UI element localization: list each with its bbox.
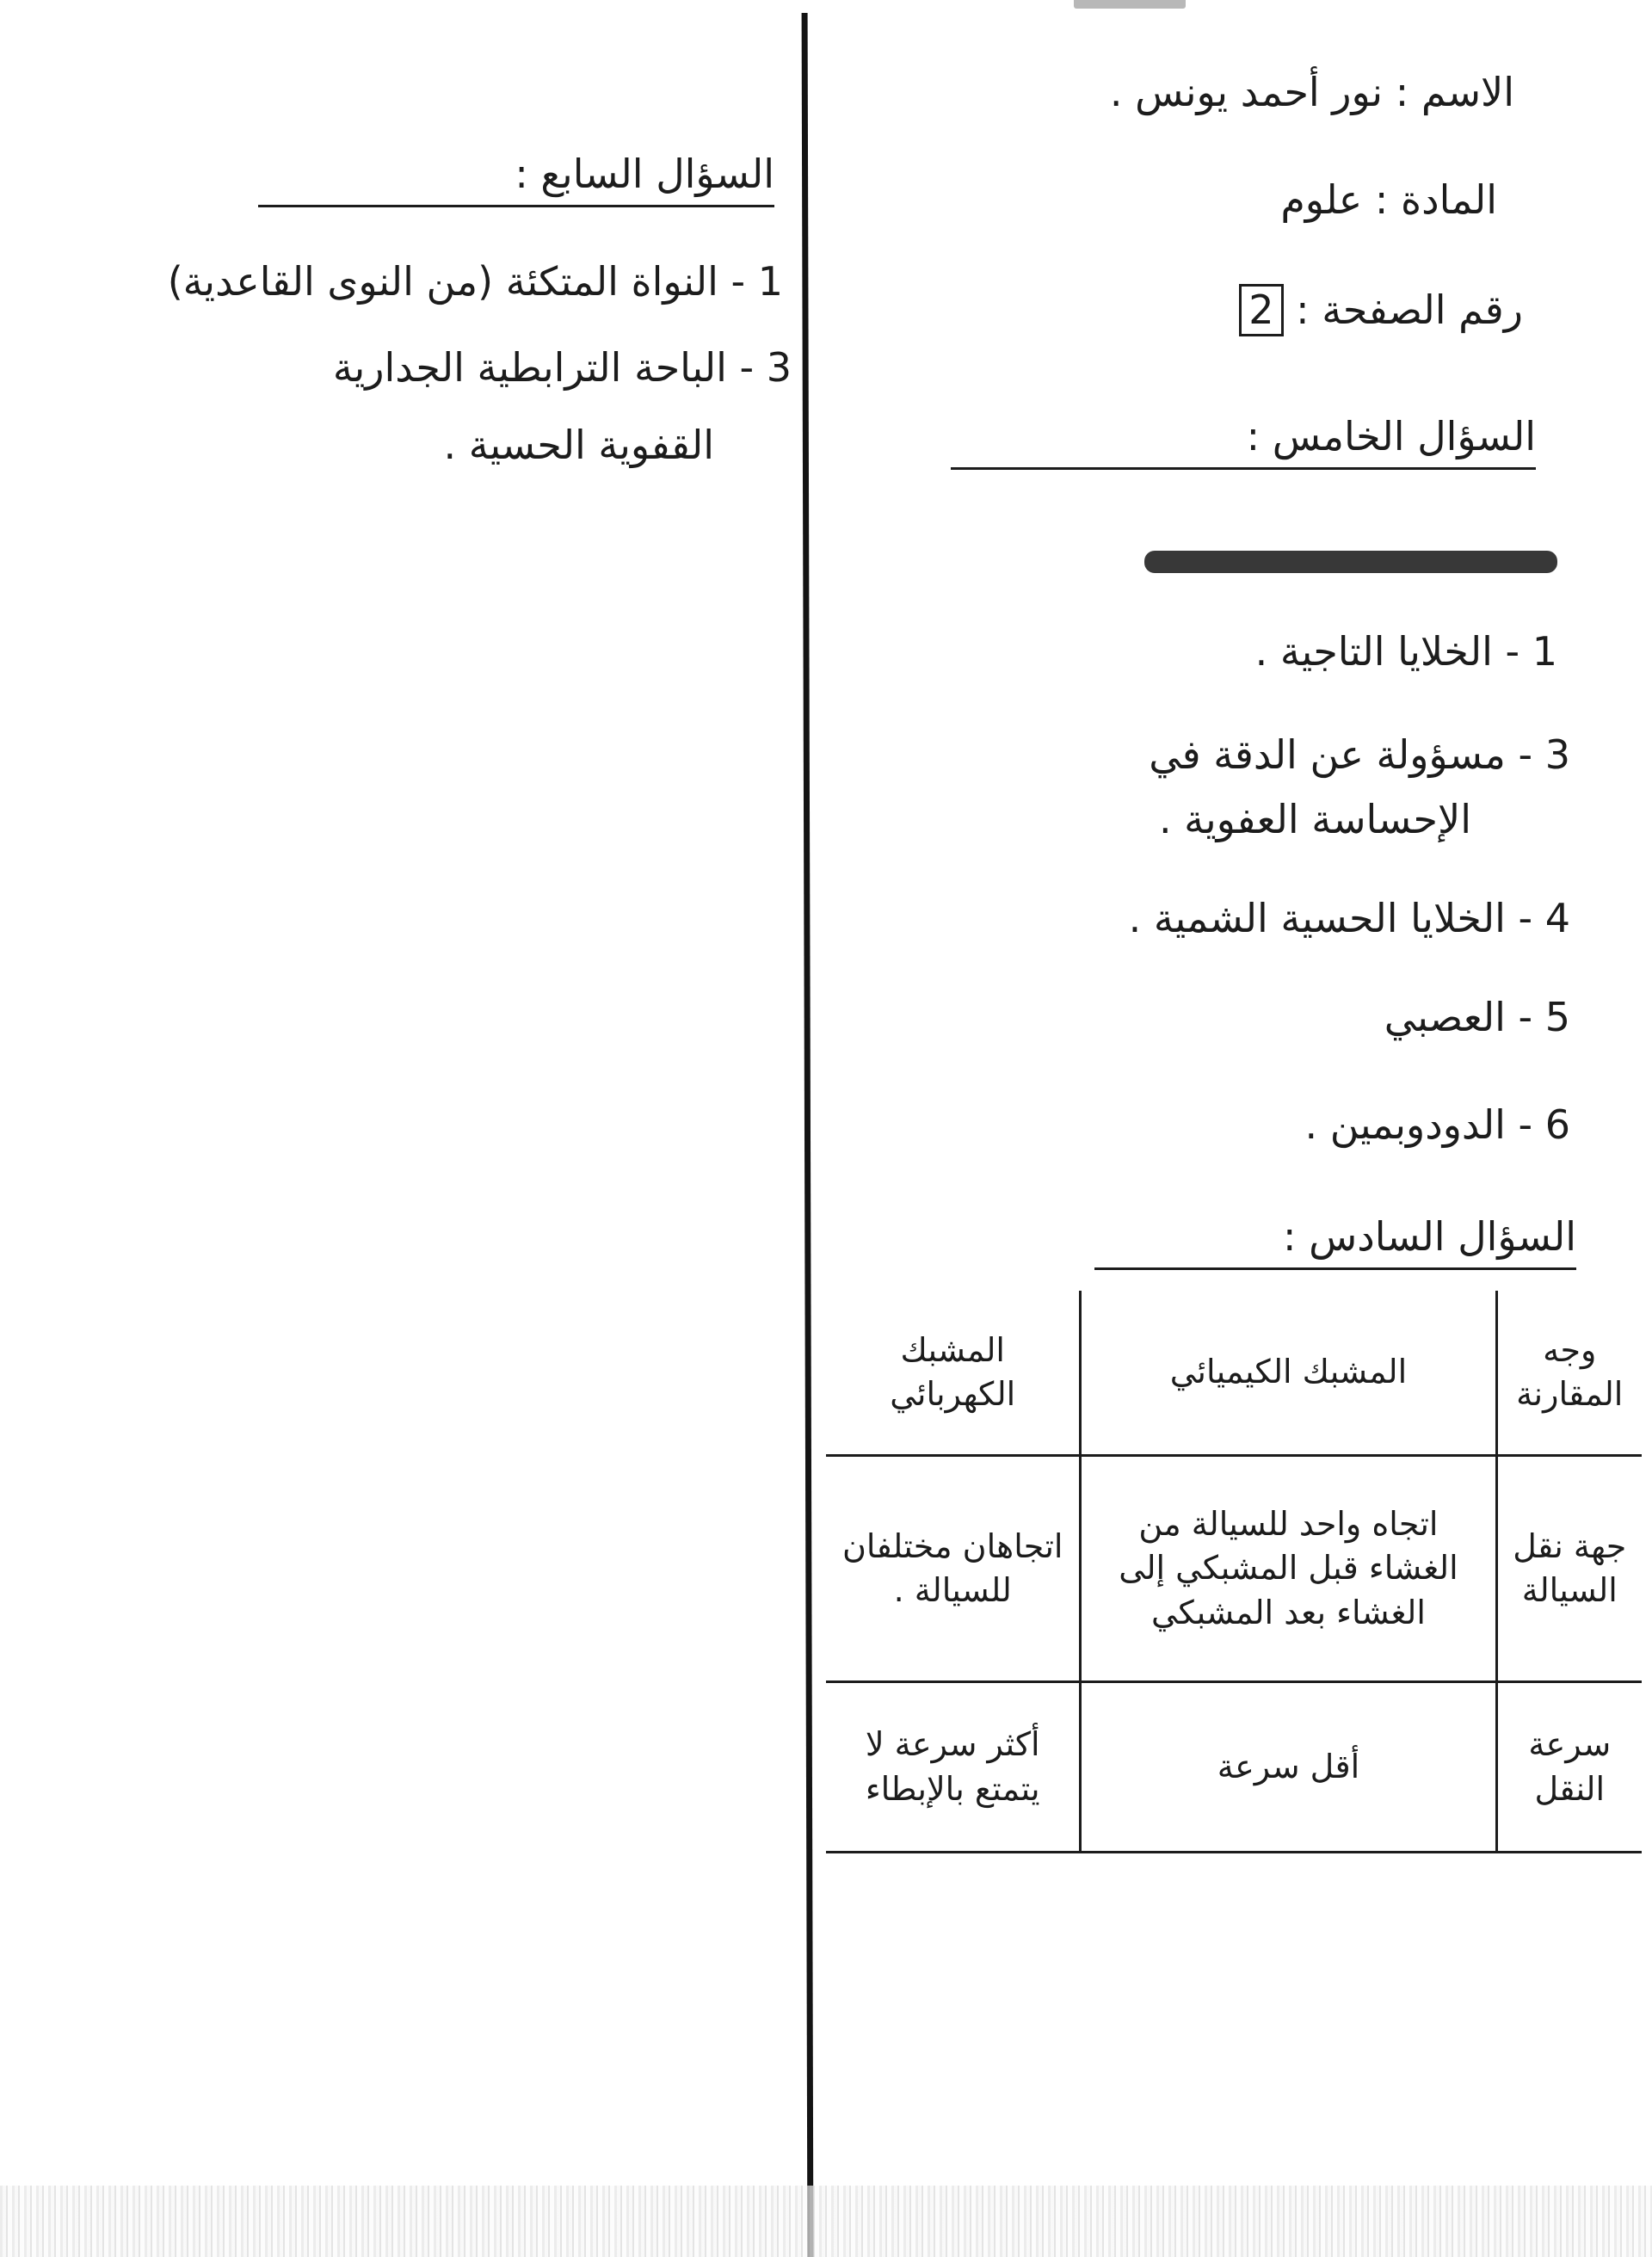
header-cell-aspect: وجه المقارنة xyxy=(1496,1291,1642,1456)
header-cell-electrical: المشبك الكهربائي xyxy=(890,1330,1016,1413)
q5-heading: السؤال الخامس : xyxy=(951,413,1536,470)
subject-line xyxy=(1280,176,1497,224)
q5-answer-5: 5 - العصبي xyxy=(1384,994,1570,1040)
name-value: نور أحمد يونس . xyxy=(1109,69,1384,115)
q5-answer-6: 6 - الدودوبمين . xyxy=(1304,1101,1570,1148)
comparison-table xyxy=(826,1291,1642,1853)
page-label: رقم الصفحة : xyxy=(1296,287,1523,333)
q5-answer-4: 4 - الخلايا الحسية الشمية . xyxy=(1128,895,1570,941)
header-cell-chemical: المشبك الكيميائي xyxy=(1081,1291,1496,1456)
cell-electrical-direction: اتجاهان مختلفان للسيالة . xyxy=(841,1526,1063,1609)
crossed-out-text xyxy=(1144,551,1557,573)
q7-answer-3-cont: القفوية الحسية . xyxy=(443,422,714,468)
cell-electrical-speed: أكثر سرعة لا يتمتع بالإبطاء xyxy=(865,1725,1040,1808)
page-number-box: 2 xyxy=(1239,284,1283,336)
column-divider xyxy=(802,13,814,2257)
q7-answer-3: 3 - الباحة الترابطية الجدارية xyxy=(332,344,792,391)
table-row xyxy=(826,1456,1642,1682)
page-number-line xyxy=(1234,284,1523,336)
q5-answer-3-cont: الإحساسة العفوية . xyxy=(1158,796,1471,842)
scan-noise-strip xyxy=(0,2186,1652,2257)
q6-heading: السؤال السادس : xyxy=(1094,1213,1576,1270)
table-header-row xyxy=(826,1291,1642,1456)
cell-chemical-direction: اتجاه واحد للسيالة من الغشاء قبل المشبكي إلى الغشاء بعد المشبكي xyxy=(1081,1456,1496,1682)
table-row xyxy=(826,1682,1642,1853)
page-edge-mark xyxy=(1074,0,1186,9)
row-label-direction: جهة نقل السيالة xyxy=(1496,1456,1642,1682)
subject-label: المادة : xyxy=(1374,176,1497,223)
subject-value: علوم xyxy=(1280,176,1363,223)
name-label: الاسم : xyxy=(1395,69,1514,115)
q7-answer-1: 1 - النواة المتكئة (من النوى القاعدية) xyxy=(167,258,783,305)
cell-chemical-speed: أقل سرعة xyxy=(1081,1682,1496,1853)
q5-answer-1: 1 - الخلايا التاجية . xyxy=(1254,628,1557,675)
student-name-line xyxy=(1110,69,1514,116)
row-label-speed: سرعة النقل xyxy=(1496,1682,1642,1853)
q5-answer-3: 3 - مسؤولة عن الدقة في xyxy=(1149,731,1570,778)
q7-heading: السؤال السابع : xyxy=(258,151,774,207)
